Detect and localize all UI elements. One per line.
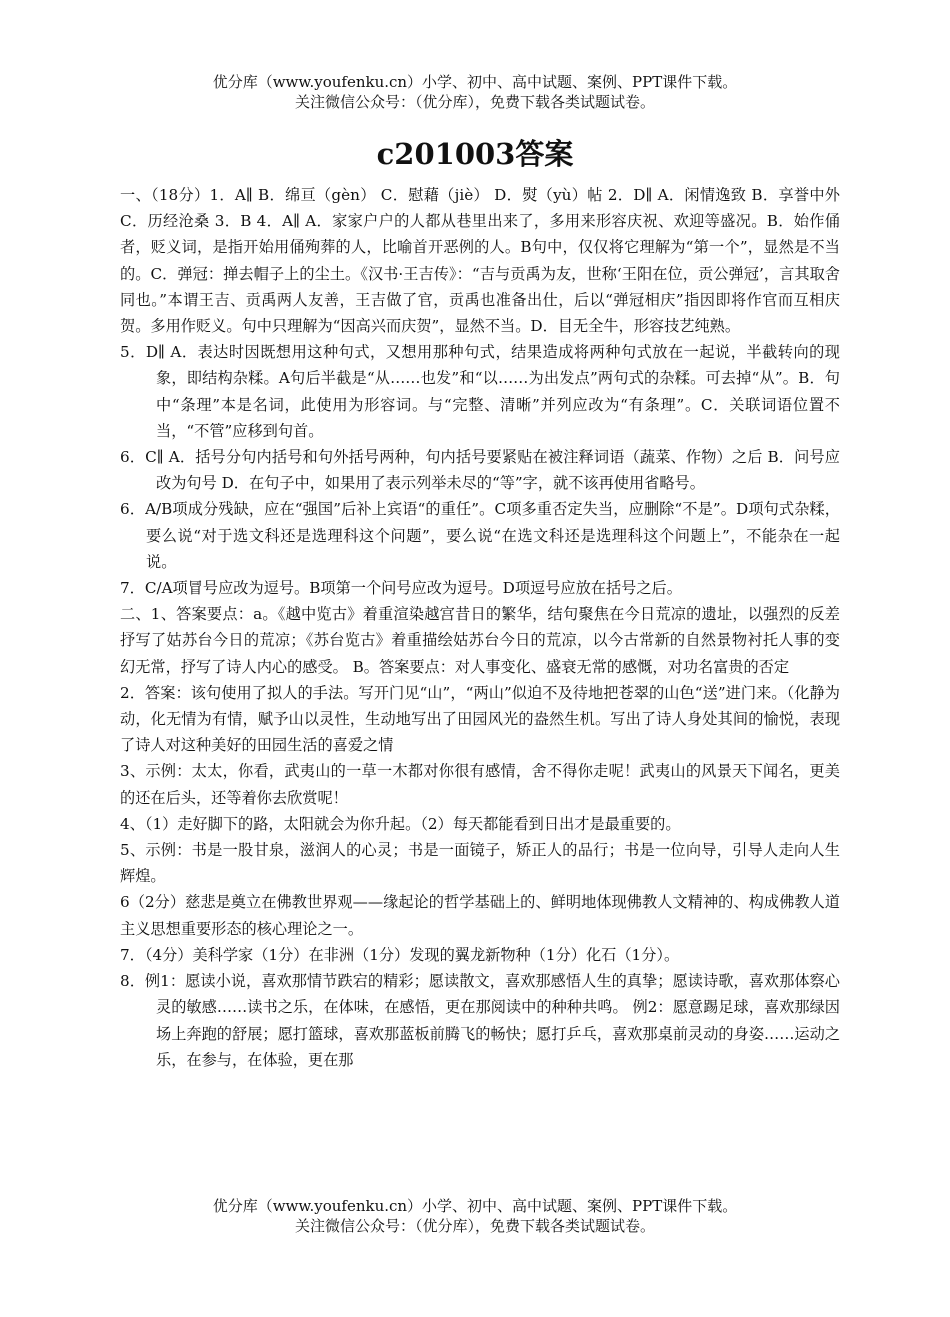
- paragraph-section-2-q3: 3、示例：太太，你看，武夷山的一草一木都对你很有感情，舍不得你走呢！武夷山的风景天下闻名，更美的还在后头，还等着你去欣赏呢！: [120, 762, 840, 807]
- page-footer: [0, 1196, 950, 1236]
- paragraph-section-2-q1: 二、1、答案要点：a。《越中览古》着重渲染越宫昔日的繁华，结句聚焦在今日荒凉的遗址，以强烈的反差抒写了姑苏台今日的荒凉；《苏台览古》着重描绘姑苏台今日的荒凉，以今古常新的自然景物衬托人事的变幻无常，抒写了诗人内心的感受。 B。答案要点：对人事变化、盛衰无常的感慨，对功名富贵的否定: [120, 605, 840, 676]
- paragraph-q6a: 6．C∥ A．括号分句内括号和句外括号两种，句内括号要紧贴在被注释词语（蔬菜、作物）之后 B．问号应改为句号 D．在句子中，如果用了表示列举未尽的“等”字，就不该再使用省略号。: [120, 448, 840, 493]
- paragraph-q5: 5．D∥ A．表达时因既想用这种句式，又想用那种句式，结果造成将两种句式放在一起说，半截转向的现象，即结构杂糅。A句后半截是“从……也发”和“以……为出发点”两句式的杂糅。可去掉“从”。B．句中“条理”本是名词，此使用为形容词。与“完整、清晰”并列应改为“有条理”。C．关联词语位置不当，“不管”应移到句首。: [120, 343, 840, 440]
- paragraph-section-2-q2: 2．答案：该句使用了拟人的手法。写开门见“山”，“两山”似迫不及待地把苍翠的山色“送”进门来。（化静为动，化无情为有情，赋予山以灵性，生动地写出了田园风光的盎然生机。写出了诗人身处其间的愉悦，表现了诗人对这种美好的田园生活的喜爱之情: [120, 683, 840, 755]
- footer-line-1: 优分库（www.youfenku.cn）小学、初中、高中试题、案例、PPT课件下载。: [212, 1197, 738, 1215]
- paragraph-section-2-q6: 6（2分）慈悲是奠立在佛教世界观——缘起论的哲学基础上的、鲜明地体现佛教人文精神的、构成佛教人道主义思想重要形态的核心理论之一。: [120, 893, 840, 938]
- paragraph-section-1: 一、（18分）1．A∥ B．绵亘（gèn） C．慰藉（jiè） D．熨（yù）帖 2．D∥ A．闲情逸致 B．享誉中外 C．历经沧桑 3．B 4．A∥ A．家家户户的人都从巷里出来了，多用来形容庆祝、欢迎等盛况。B．始作俑者，贬义词，是指开始用俑殉葬的人，比喻首开恶例的人。B句中，仅仅将它理解为“第一个”，显然是不当的。C．弹冠：掸去帽子上的尘土。《汉书·王吉传》：“吉与贡禹为友，世称‘王阳在位，贡公弹冠’，言其取舍同也。”本谓王吉、贡禹两人友善，王吉做了官，贡禹也准备出仕，后以“弹冠相庆”指因即将作官而互相庆贺。多用作贬义。句中只理解为“因高兴而庆贺”，显然不当。D．目无全牛，形容技艺纯熟。: [120, 186, 840, 336]
- header-line-2: 关注微信公众号：（优分库），免费下载各类试题试卷。: [294, 93, 655, 111]
- header-line-1: 优分库（www.youfenku.cn）小学、初中、高中试题、案例、PPT课件下载。: [212, 73, 738, 91]
- paragraph-section-2-q8: 8．例1：愿读小说，喜欢那情节跌宕的精彩；愿读散文，喜欢那感悟人生的真挚；愿读诗歌，喜欢那体察心灵的敏感……读书之乐，在体味，在感悟，更在那阅读中的种种共鸣。 例2：愿意踢足球，喜欢那绿因场上奔跑的舒展；愿打篮球，喜欢那蓝板前腾飞的畅快；愿打乒乓，喜欢那桌前灵动的身姿……运动之乐，在参与，在体验，更在那: [120, 972, 840, 1069]
- paragraph-section-2-q4: 4、（1）走好脚下的路，太阳就会为你升起。（2）每天都能看到日出才是最重要的。: [120, 814, 681, 833]
- paragraph-section-2-q7: 7．（4分）美科学家（1分）在非洲（1分）发现的翼龙新物种（1分）化石（1分）。: [120, 945, 680, 964]
- footer-line-2: 关注微信公众号：（优分库），免费下载各类试题试卷。: [294, 1217, 655, 1235]
- page-header: [0, 72, 950, 112]
- answer-content: [120, 182, 840, 1073]
- page-title: c201003答案: [376, 137, 574, 171]
- paragraph-q6b: 6．A/B项成分残缺，应在“强国”后补上宾语“的重任”。C项多重否定失当，应删除“不是”。D项句式杂糅，要么说“对于选文科还是选理科这个问题”，要么说“在选文科还是选理科这个问题上”，不能杂在一起说。: [120, 500, 840, 571]
- paragraph-q7: 7．C/A项冒号应改为逗号。B项第一个问号应改为逗号。D项逗号应放在括号之后。: [120, 579, 682, 598]
- paragraph-section-2-q5: 5、示例：书是一股甘泉，滋润人的心灵；书是一面镜子，矫正人的品行；书是一位向导，引导人走向人生辉煌。: [120, 841, 840, 886]
